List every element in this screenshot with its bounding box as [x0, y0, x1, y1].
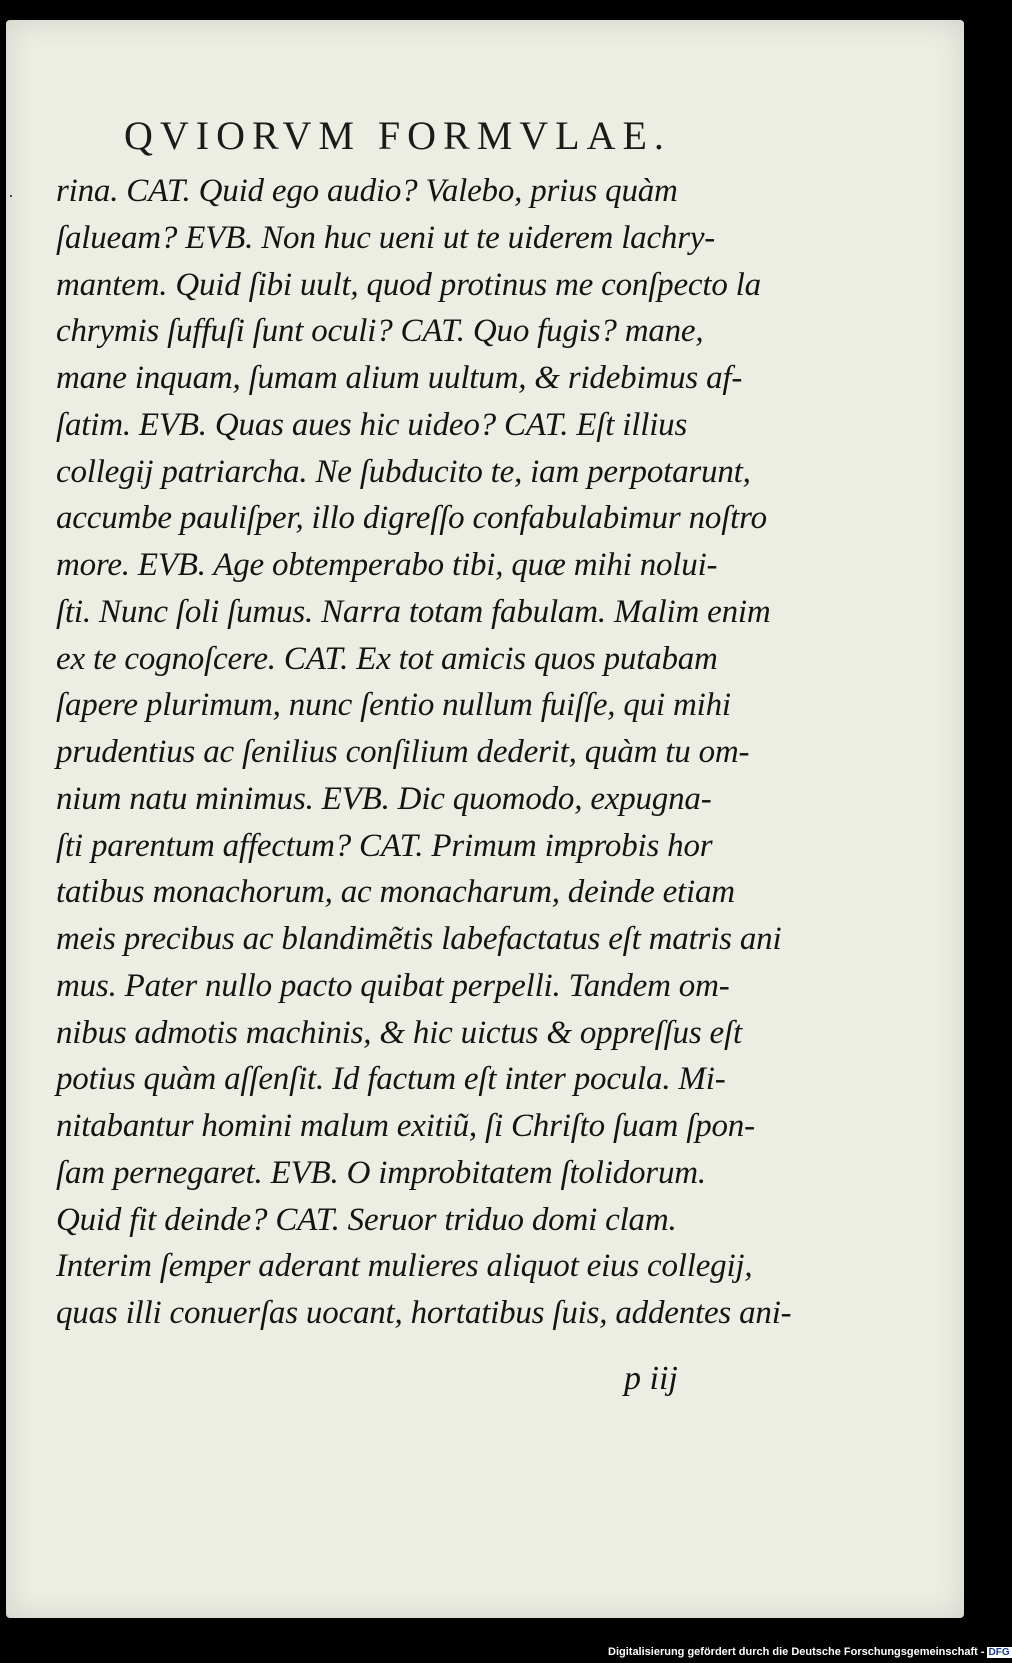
text-line: quas illi conuerſas uocant, hortatibus ſuis, addentes ani-	[56, 1295, 792, 1331]
text-line: rina. CAT. Quid ego audio? Valebo, prius quàm	[56, 173, 678, 209]
body-text	[56, 168, 846, 1337]
text-line: nitabantur homini malum exitiũ, ſi Chriſto ſuam ſpon-	[56, 1108, 755, 1144]
text-line: ex te cognoſcere. CAT. Ex tot amicis quos putabam	[56, 640, 718, 677]
text-line: ſti parentum affectum? CAT. Primum improbis hor	[56, 827, 713, 864]
text-line: prudentius ac ſenilius conſilium dederit, quàm tu om-	[56, 734, 750, 770]
text-line: ſapere plurimum, nunc ſentio nullum fuiſſe, qui mihi	[56, 687, 731, 724]
credit-text: Digitalisierung gefördert durch die Deutsche Forschungsgemeinschaft -	[608, 1646, 985, 1658]
text-line: ſalueam? EVB. Non huc ueni ut te uiderem lachry-	[56, 219, 716, 256]
text-line: mane inquam, ſumam alium uultum, & ridebimus af-	[56, 360, 743, 396]
text-line: tatibus monachorum, ac monacharum, deinde etiam	[56, 874, 735, 911]
text-line: more. EVB. Age obtemperabo tibi, quæ mihi nolui-	[56, 547, 718, 583]
text-line: nium natu minimus. EVB. Dic quomodo, expugna-	[56, 780, 712, 817]
text-line: mus. Pater nullo pacto quibat perpelli. Tandem om-	[56, 967, 730, 1004]
dfg-logo: DFG	[988, 1647, 1010, 1658]
text-line: ſam pernegaret. EVB. O improbitatem ſtolidorum.	[56, 1154, 706, 1191]
text-line: meis precibus ac blandimẽtis labefactatus eſt matris ani	[56, 921, 782, 957]
text-line: potius quàm aſſenſit. Id factum eſt inter pocula. Mi-	[56, 1061, 726, 1098]
text-line: accumbe pauliſper, illo digreſſo confabulabimur noſtro	[56, 500, 767, 537]
text-line: Quid fit deinde? CAT. Seruor triduo domi clam.	[56, 1201, 677, 1238]
running-title: QVIORVM FORMVLAE.	[124, 113, 671, 158]
text-line: nibus admotis machinis, & hic uictus & oppreſſus eſt	[56, 1014, 742, 1051]
signature-mark: p iij	[624, 1360, 678, 1397]
text-line: chrymis ſuffuſi ſunt oculi? CAT. Quo fugis? mane,	[56, 313, 704, 350]
text-line: mantem. Quid ſibi uult, quod protinus me conſpecto la	[56, 266, 761, 303]
margin-mark: ·	[8, 186, 14, 206]
text-line: ſatim. EVB. Quas aues hic uideo? CAT. Eſt illius	[56, 406, 688, 443]
text-line: Interim ſemper aderant mulieres aliquot eius collegij,	[56, 1248, 753, 1285]
text-line: ſti. Nunc ſoli ſumus. Narra totam fabulam. Malim enim	[56, 593, 771, 630]
digitization-credit	[608, 1646, 1012, 1658]
text-line: collegij patriarcha. Ne ſubducito te, iam perpotarunt,	[56, 453, 751, 490]
